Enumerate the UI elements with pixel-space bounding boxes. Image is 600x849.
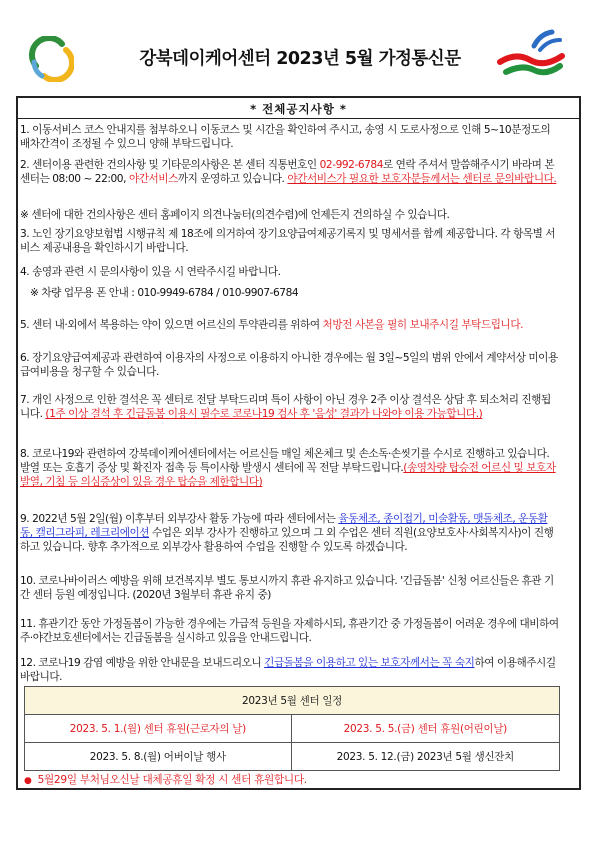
notice-text: 야간서비스 <box>128 173 178 185</box>
notice-text: 6. 장기요양급여제공과 관련하여 이용자의 사정으로 이용하지 아니한 경우에는 월 3일~5일의 범위 안에서 계약서상 미이용 급여비용을 청구할 수 있습니다. <box>20 352 558 378</box>
list-item <box>20 265 560 279</box>
table-row <box>25 715 560 743</box>
center-logo-icon <box>28 36 74 82</box>
notice-text: 율동체조, 종이접기, 미술활동, 맷돌체조, 운동활동, 캘리그라피, 레크리에이션 <box>20 513 548 539</box>
list-item <box>20 512 560 554</box>
notice-heading: * 전체공지사항 * <box>250 102 347 116</box>
district-logo-icon <box>496 26 568 86</box>
list-item <box>20 208 560 222</box>
list-item <box>30 286 570 300</box>
schedule-cell: 2023. 5. 8.(월) 어버이날 행사 <box>25 743 292 771</box>
list-item <box>20 447 560 489</box>
notice-text: 2. 센터이용 관련한 건의사항 및 기타문의사항은 본 센터 직통번호인 <box>20 159 320 171</box>
notice-text: 10. 코로나바이러스 예방을 위해 보건복지부 별도 통보시까지 휴관 유지하고 있습니다. '긴급돌봄' 신청 어르신들은 휴관 기간 센터 등원 예정입니다. (2020년 3월부터 휴관 유지 중) <box>20 575 554 601</box>
table-row <box>25 743 560 771</box>
notice-text: 1. 이동서비스 코스 안내지를 첨부하오니 이동코스 및 시간을 확인하여 주시고, 송영 시 도로사정으로 인해 5~10분정도의 배차간격이 조정될 수 있으니 양해 부탁드립니다. <box>20 124 551 150</box>
schedule-table <box>24 686 560 771</box>
bullet-dot-icon: ● <box>24 776 32 786</box>
notice-text: 로 연락 주셔서 말씀해주시기 바라며 본 센터는 08:00 ~ 22:00, <box>20 159 555 185</box>
notice-text: ※ 센터에 대한 건의사항은 센터 홈페이지 의견나눔터(의견수렴)에 언제든지 건의하실 수 있습니다. <box>20 209 450 221</box>
notice-text: 9. 2022년 5월 2일(월) 이후부터 외부강사 활동 가능에 따라 센터에서는 <box>20 513 339 525</box>
notice-text: (송영차량 탑승전 어르신 및 보호자 발열, 기침 등 의심증상이 있을 경우 탑승을 제한합니다) <box>20 462 556 488</box>
schedule-cell: 2023. 5. 12.(금) 2023년 5월 생신잔치 <box>291 743 559 771</box>
notice-text: 7. 개인 사정으로 인한 결석은 꼭 센터로 전달 부탁드리며 특이 사항이 아닌 경우 2주 이상 결석은 상담 후 퇴소처리 진행됩니다. <box>20 394 551 420</box>
notice-text: 02-992-6784 <box>319 159 383 171</box>
list-item <box>20 123 560 151</box>
page-header <box>0 0 600 90</box>
list-item <box>20 574 560 602</box>
notice-text: 5. 센터 내·외에서 복용하는 약이 있으면 어르신의 투약관리를 위하여 <box>20 319 323 331</box>
list-item <box>20 617 560 645</box>
notice-text: 8. 코로나19와 관련하여 강북데이케어센터에서는 어르신들 매일 체온체크 및 손소독·손씻기를 수시로 진행하고 있습니다. 발열 또는 호흡기 증상 및 확진자 접촉 등 특이사항 발생시 센터에 꼭 전달 부탁드립니다. <box>20 448 550 474</box>
page-title: 강북데이케어센터 2023년 5월 가정통신문 <box>139 49 461 69</box>
notice-text: 긴급돌봄을 이용하고 있는 보호자께서는 꼭 숙지 <box>264 657 475 669</box>
schedule-cell: 2023. 5. 5.(금) 센터 휴원(어린이날) <box>291 715 559 743</box>
list-item <box>20 158 560 186</box>
list-item <box>20 318 560 332</box>
notice-text: ※ 차량 업무용 폰 안내 : 010-9949-6784 / 010-9907-6784 <box>30 287 299 299</box>
notice-text: 4. 송영과 관련 시 문의사항이 있을 시 연락주시길 바랍니다. <box>20 266 281 278</box>
notice-text: 처방전 사본을 필히 보내주시길 부탁드립니다. <box>322 319 524 331</box>
notice-text: 11. 휴관기간 동안 가정돌봄이 가능한 경우에는 가급적 등원을 자제하시되, 휴관기간 중 가정돌봄이 어려운 경우에 대비하여 주·야간보호센터에서는 긴급돌봄을 실시하고 있음을 안내드립니다. <box>20 618 559 644</box>
notice-text: 하여 이용해주시길 바랍니다. <box>20 657 556 683</box>
list-item <box>20 656 560 684</box>
holiday-footnote <box>24 772 564 787</box>
notice-text: 12. 코로나19 감염 예방을 위한 안내문을 보내드리오니 <box>20 657 265 669</box>
footnote-text: 5월29일 부처님오신날 대체공휴일 확정 시 센터 휴원합니다. <box>37 774 307 786</box>
list-item <box>20 393 560 421</box>
notice-text: 3. 노인 장기요양보험법 시행규칙 제 18조에 의거하여 장기요양급여제공기록지 및 명세서를 함께 제공합니다. 각 항목별 서비스 제공내용을 확인하시기 바랍니다. <box>20 228 556 254</box>
notice-text: (1주 이상 결석 후 긴급돌봄 이용시 필수로 코로나19 검사 후 '음성' 결과가 나와야 이용 가능합니다.) <box>45 408 483 420</box>
notice-text: 수업은 외부 강사가 진행하고 있으며 그 외 수업은 센터 직원(요양보호사·사회복지사)이 진행하고 있습니다. 향후 추가적으로 외부강사 활용하여 수업을 진행할 수 있도록 하겠습니다. <box>20 527 554 553</box>
schedule-title: 2023년 5월 센터 일정 <box>25 687 560 715</box>
notice-text: 까지 운영하고 있습니다. <box>177 173 288 185</box>
notice-text: 야간서비스가 필요한 보호자분들께서는 센터로 문의바랍니다. <box>287 173 557 185</box>
schedule-cell: 2023. 5. 1.(월) 센터 휴원(근로자의 날) <box>25 715 292 743</box>
notice-divider <box>18 118 579 119</box>
list-item <box>20 351 560 379</box>
list-item <box>20 227 560 255</box>
